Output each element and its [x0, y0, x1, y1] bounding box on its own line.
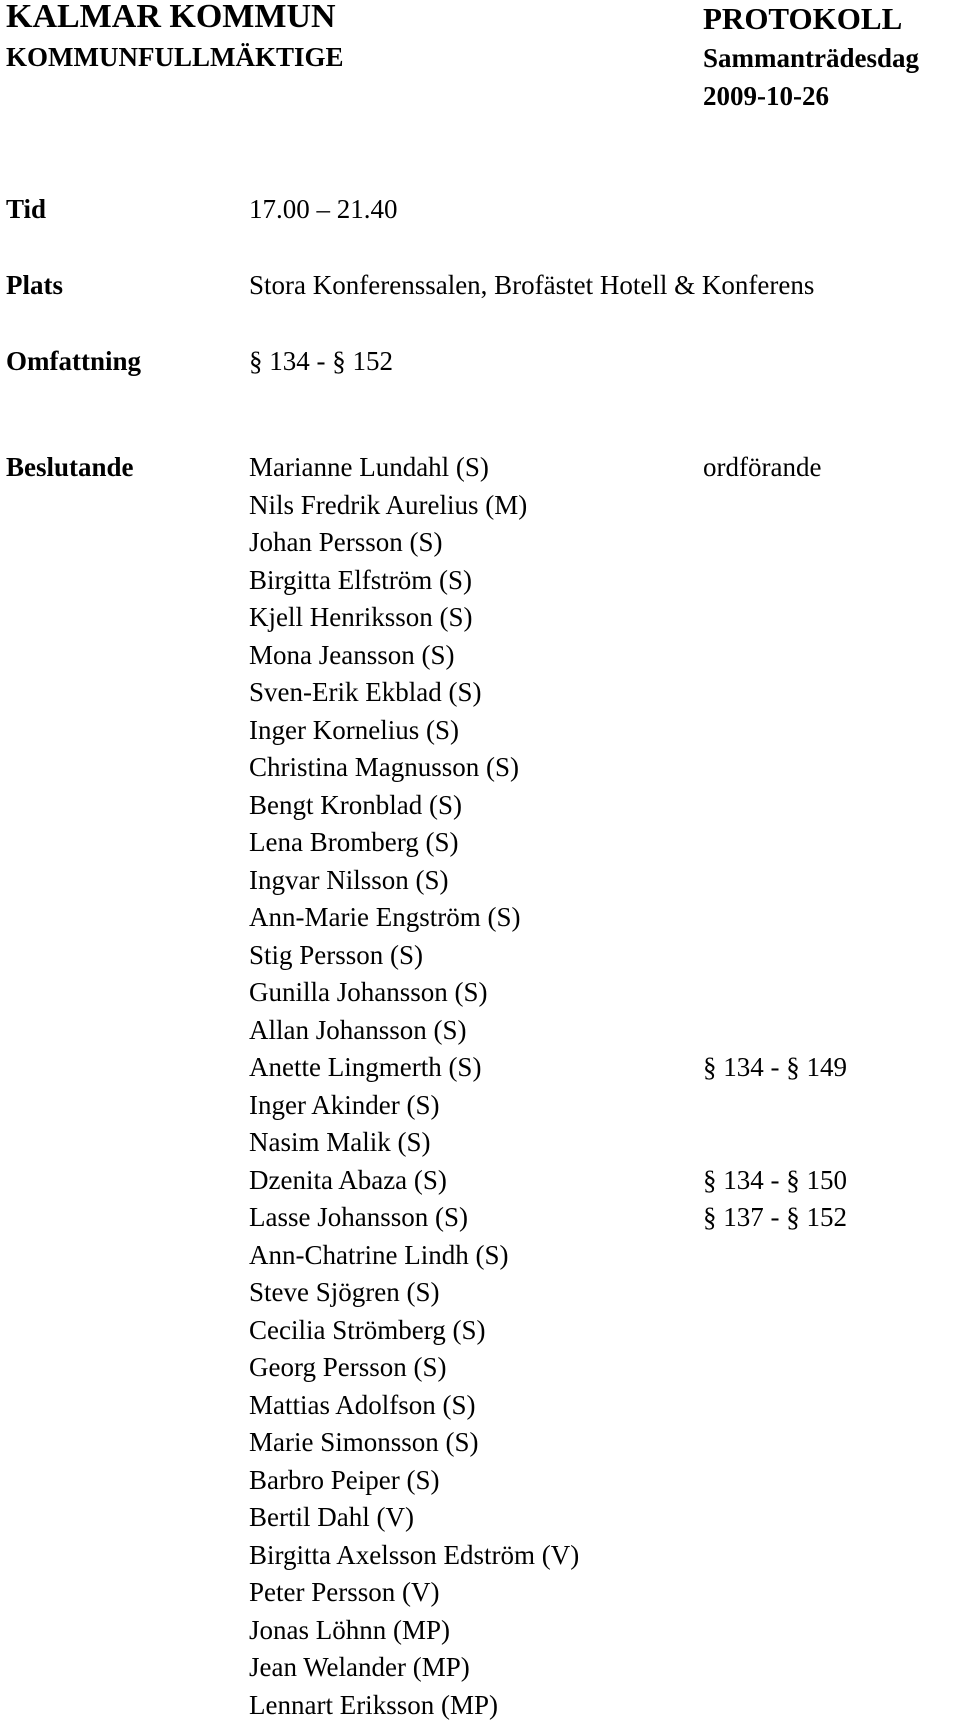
member-name: Ann-Marie Engström (S)	[249, 904, 520, 931]
document-type: PROTOKOLL	[703, 3, 902, 34]
member-name: Nils Fredrik Aurelius (M)	[249, 492, 527, 519]
time-value: 17.00 – 21.40	[249, 196, 398, 223]
member-row	[249, 1392, 909, 1430]
member-row	[249, 1504, 909, 1542]
member-name: Steve Sjögren (S)	[249, 1279, 439, 1306]
member-row	[249, 529, 909, 567]
place-value: Stora Konferenssalen, Brofästet Hotell & Konferens	[249, 272, 814, 299]
member-row	[249, 1617, 909, 1655]
member-name: Cecilia Strömberg (S)	[249, 1317, 485, 1344]
member-note: § 134 - § 150	[703, 1167, 847, 1194]
member-name: Gunilla Johansson (S)	[249, 979, 488, 1006]
scope-value: § 134 - § 152	[249, 348, 393, 375]
member-row	[249, 1579, 909, 1617]
member-name: Sven-Erik Ekblad (S)	[249, 679, 481, 706]
member-row	[249, 1692, 909, 1729]
member-name: Allan Johansson (S)	[249, 1017, 467, 1044]
member-name: Christina Magnusson (S)	[249, 754, 519, 781]
member-row	[249, 1317, 909, 1355]
member-name: Anette Lingmerth (S)	[249, 1054, 481, 1081]
member-name: Birgitta Elfström (S)	[249, 567, 472, 594]
member-name: Lena Bromberg (S)	[249, 829, 458, 856]
member-note: § 137 - § 152	[703, 1204, 847, 1231]
member-row	[249, 1542, 909, 1580]
decision-makers-label: Beslutande	[6, 454, 134, 481]
member-row	[249, 867, 909, 905]
member-name: Johan Persson (S)	[249, 529, 443, 556]
member-row	[249, 1354, 909, 1392]
member-name: Ann-Chatrine Lindh (S)	[249, 1242, 508, 1269]
member-name: Mona Jeansson (S)	[249, 642, 454, 669]
member-name: Jean Welander (MP)	[249, 1654, 470, 1681]
member-note: § 134 - § 149	[703, 1054, 847, 1081]
member-row	[249, 1167, 909, 1205]
member-row	[249, 604, 909, 642]
member-row	[249, 979, 909, 1017]
member-row	[249, 792, 909, 830]
member-name: Lasse Johansson (S)	[249, 1204, 468, 1231]
member-name: Lennart Eriksson (MP)	[249, 1692, 498, 1719]
member-row	[249, 1054, 909, 1092]
decision-makers-list	[249, 454, 909, 1729]
member-name: Inger Kornelius (S)	[249, 717, 459, 744]
member-row	[249, 1092, 909, 1130]
member-name: Kjell Henriksson (S)	[249, 604, 472, 631]
member-name: Peter Persson (V)	[249, 1579, 439, 1606]
member-row	[249, 1204, 909, 1242]
member-name: Bengt Kronblad (S)	[249, 792, 462, 819]
member-row	[249, 754, 909, 792]
member-name: Stig Persson (S)	[249, 942, 423, 969]
member-row	[249, 1654, 909, 1692]
member-row	[249, 1017, 909, 1055]
organization-body: KOMMUNFULLMÄKTIGE	[6, 44, 344, 71]
member-name: Dzenita Abaza (S)	[249, 1167, 447, 1194]
member-name: Georg Persson (S)	[249, 1354, 447, 1381]
member-name: Marie Simonsson (S)	[249, 1429, 479, 1456]
meeting-day-label: Sammanträdesdag	[703, 45, 919, 72]
member-row	[249, 1129, 909, 1167]
member-name: Jonas Löhnn (MP)	[249, 1617, 450, 1644]
member-row	[249, 1429, 909, 1467]
member-row	[249, 679, 909, 717]
member-row	[249, 942, 909, 980]
time-label: Tid	[6, 196, 46, 223]
member-name: Ingvar Nilsson (S)	[249, 867, 448, 894]
member-name: Mattias Adolfson (S)	[249, 1392, 476, 1419]
member-row	[249, 454, 909, 492]
member-name: Inger Akinder (S)	[249, 1092, 439, 1119]
member-name: Nasim Malik (S)	[249, 1129, 431, 1156]
member-note: ordförande	[703, 454, 821, 481]
member-row	[249, 1242, 909, 1280]
member-name: Birgitta Axelsson Edström (V)	[249, 1542, 579, 1569]
member-row	[249, 492, 909, 530]
member-row	[249, 829, 909, 867]
member-name: Bertil Dahl (V)	[249, 1504, 414, 1531]
member-row	[249, 567, 909, 605]
member-row	[249, 1467, 909, 1505]
scope-label: Omfattning	[6, 348, 141, 375]
member-name: Barbro Peiper (S)	[249, 1467, 439, 1494]
member-name: Marianne Lundahl (S)	[249, 454, 489, 481]
place-label: Plats	[6, 272, 63, 299]
member-row	[249, 642, 909, 680]
organization-name: KALMAR KOMMUN	[6, 0, 336, 34]
member-row	[249, 1279, 909, 1317]
meeting-date: 2009-10-26	[703, 83, 829, 110]
member-row	[249, 904, 909, 942]
member-row	[249, 717, 909, 755]
